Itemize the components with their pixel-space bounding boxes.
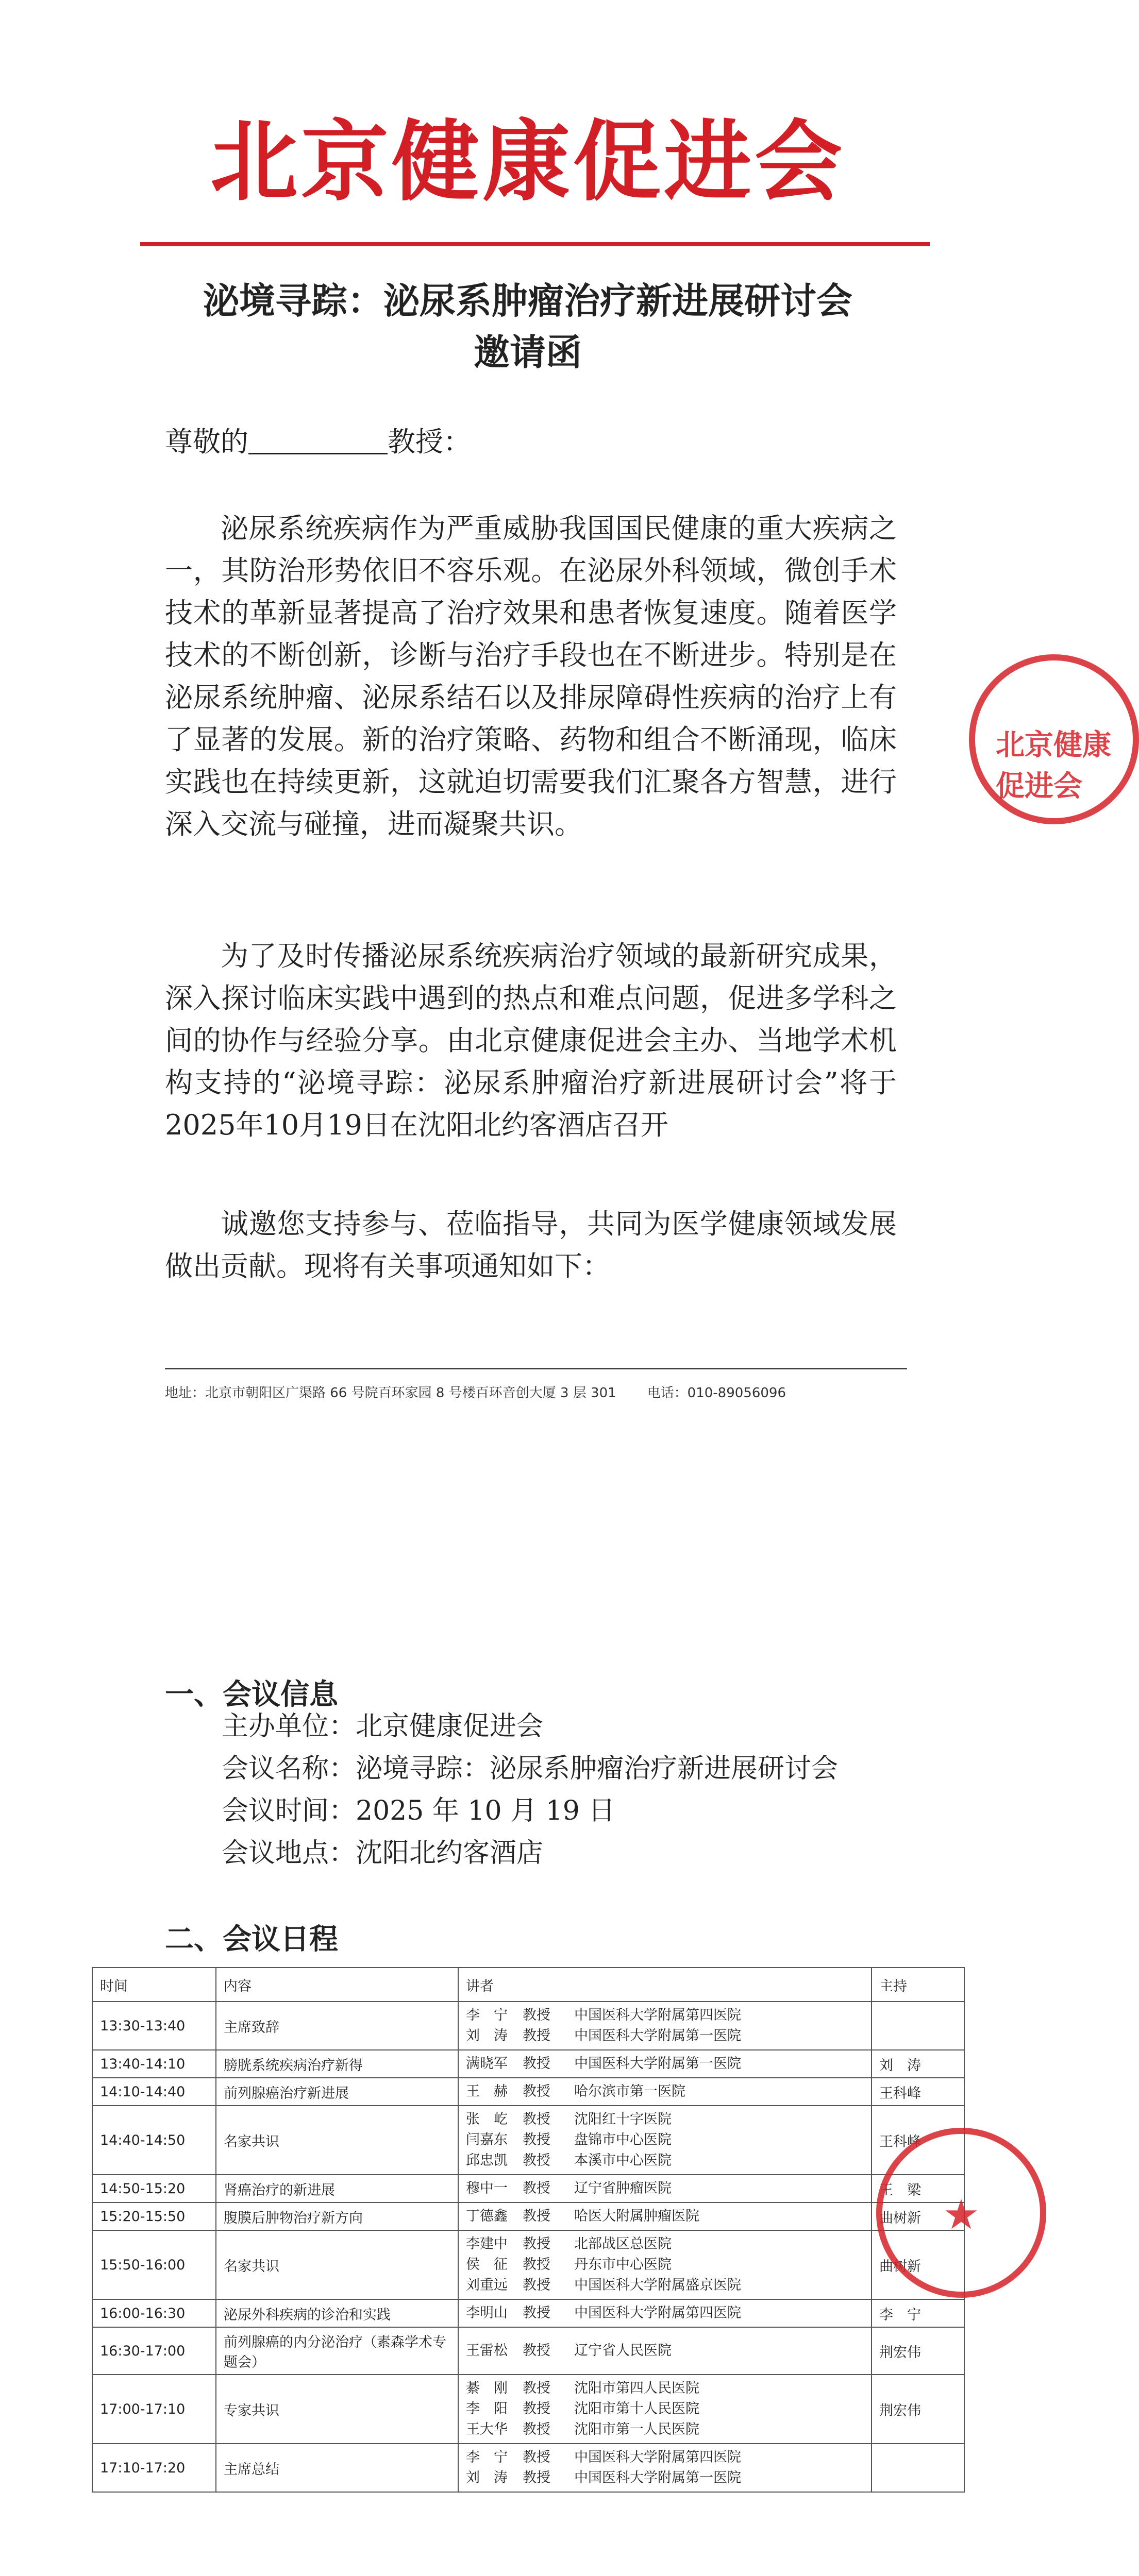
footer-address: 地址：北京市朝阳区广渠路 66 号院百环家园 8 号楼百环音创大厦 3 层 301 xyxy=(165,1385,616,1401)
speaker-line xyxy=(466,2206,864,2227)
speaker-line xyxy=(466,2130,864,2150)
agenda-topic: 前列腺癌的内分泌治疗（素森学术专题会） xyxy=(216,2327,458,2375)
agenda-row xyxy=(92,2444,964,2492)
speaker-institution: 中国医科大学附属盛京医院 xyxy=(574,2277,741,2293)
speaker-line xyxy=(466,2234,864,2255)
org-letterhead-title: 北京健康促进会 xyxy=(210,111,845,213)
agenda-speakers xyxy=(458,2299,872,2327)
speaker-name: 綦 刚 xyxy=(466,2380,508,2396)
agenda-host: 王 梁 xyxy=(872,2175,964,2202)
agenda-row xyxy=(92,2327,964,2375)
agenda-speakers xyxy=(458,2230,872,2299)
speaker-title: 教授 xyxy=(523,2007,550,2023)
speaker-institution: 中国医科大学附属第四医院 xyxy=(574,2449,741,2465)
speaker-title: 教授 xyxy=(523,2305,550,2321)
col-topic: 内容 xyxy=(216,1968,458,2002)
speaker-institution: 中国医科大学附属第四医院 xyxy=(574,2007,741,2023)
organization-seal-table xyxy=(876,2128,1046,2298)
speaker-name: 穆中一 xyxy=(466,2180,508,2196)
page-footer xyxy=(165,1382,907,1401)
agenda-time: 14:40-14:50 xyxy=(92,2106,216,2175)
speaker-line xyxy=(466,2005,864,2026)
speaker-line xyxy=(466,2109,864,2130)
salutation xyxy=(165,420,471,460)
agenda-topic: 肾癌治疗的新进展 xyxy=(216,2175,458,2202)
salutation-suffix: 教授： xyxy=(388,426,471,458)
speaker-name: 李明山 xyxy=(466,2305,508,2321)
speaker-title: 教授 xyxy=(523,2180,550,2196)
agenda-host xyxy=(872,2444,964,2492)
speaker-institution: 丹东市中心医院 xyxy=(574,2257,672,2273)
agenda-speakers xyxy=(458,2078,872,2106)
organization-seal-edge xyxy=(969,654,1139,824)
speaker-line xyxy=(466,2341,864,2361)
agenda-time: 16:00-16:30 xyxy=(92,2299,216,2327)
speaker-name: 闫嘉东 xyxy=(466,2132,508,2148)
meeting-name: 会议名称：泌境寻踪：泌尿系肿瘤治疗新进展研讨会 xyxy=(222,1753,839,1784)
speaker-institution: 沈阳市第十人民医院 xyxy=(574,2401,699,2417)
agenda-host xyxy=(872,2002,964,2050)
speaker-title: 教授 xyxy=(523,2236,550,2252)
speaker-title: 教授 xyxy=(523,2028,550,2044)
speaker-institution: 沈阳红十字医院 xyxy=(574,2111,672,2127)
speaker-name: 李 宁 xyxy=(466,2007,508,2023)
col-time: 时间 xyxy=(92,1968,216,2002)
agenda-host: 曲树新 xyxy=(872,2230,964,2299)
agenda-host: 曲树新 xyxy=(872,2202,964,2230)
invitation-paragraph: 诚邀您支持参与、莅临指导，共同为医学健康领域发展做出贡献。现将有关事项通知如下： xyxy=(165,1208,897,1282)
speaker-line xyxy=(466,2378,864,2399)
speaker-line xyxy=(466,2255,864,2275)
agenda-topic: 腹膜后肿物治疗新方向 xyxy=(216,2202,458,2230)
meeting-venue: 会议地点：沈阳北约客酒店 xyxy=(222,1838,544,1869)
speaker-title: 教授 xyxy=(523,2380,550,2396)
agenda-row xyxy=(92,2175,964,2202)
speaker-name: 李建中 xyxy=(466,2236,508,2252)
footer-divider xyxy=(165,1368,907,1369)
speaker-name: 王雷松 xyxy=(466,2343,508,2359)
agenda-host: 刘 涛 xyxy=(872,2050,964,2078)
agenda-topic: 名家共识 xyxy=(216,2106,458,2175)
agenda-row xyxy=(92,2230,964,2299)
speaker-institution: 中国医科大学附属第一医院 xyxy=(574,2470,741,2486)
speaker-name: 刘重远 xyxy=(466,2277,508,2293)
letterhead-divider xyxy=(140,242,930,246)
speaker-line xyxy=(466,2178,864,2199)
agenda-row xyxy=(92,2375,964,2444)
agenda-time: 17:00-17:10 xyxy=(92,2375,216,2444)
agenda-row xyxy=(92,2002,964,2050)
agenda-speakers xyxy=(458,2050,872,2078)
agenda-time: 17:10-17:20 xyxy=(92,2444,216,2492)
speaker-title: 教授 xyxy=(523,2056,550,2072)
agenda-host: 王科峰 xyxy=(872,2078,964,2106)
agenda-row xyxy=(92,2078,964,2106)
speaker-line xyxy=(466,2081,864,2102)
agenda-topic: 专家共识 xyxy=(216,2375,458,2444)
seal-edge-text: 北京健康促进会 xyxy=(996,728,1111,803)
agenda-speakers xyxy=(458,2175,872,2202)
agenda-topic: 前列腺癌治疗新进展 xyxy=(216,2078,458,2106)
speaker-line xyxy=(466,2026,864,2046)
document-type-title: 邀请函 xyxy=(474,331,582,374)
speaker-institution: 中国医科大学附属第四医院 xyxy=(574,2305,741,2321)
agenda-time: 13:30-13:40 xyxy=(92,2002,216,2050)
seal-star-icon: ★ xyxy=(943,2191,980,2239)
agenda-time: 15:20-15:50 xyxy=(92,2202,216,2230)
agenda-speakers xyxy=(458,2444,872,2492)
speaker-title: 教授 xyxy=(523,2277,550,2293)
agenda-time: 16:30-17:00 xyxy=(92,2327,216,2375)
agenda-header-row xyxy=(92,1968,964,2002)
speaker-title: 教授 xyxy=(523,2208,550,2224)
speaker-title: 教授 xyxy=(523,2132,550,2148)
speaker-institution: 哈医大附属肿瘤医院 xyxy=(574,2208,699,2224)
event-title: 泌境寻踪：泌尿系肿瘤治疗新进展研讨会 xyxy=(203,279,852,322)
agenda-speakers xyxy=(458,2106,872,2175)
agenda-time: 14:50-15:20 xyxy=(92,2175,216,2202)
speaker-title: 教授 xyxy=(523,2083,550,2099)
col-host: 主持 xyxy=(872,1968,964,2002)
speaker-institution: 辽宁省人民医院 xyxy=(574,2343,672,2359)
speaker-title: 教授 xyxy=(523,2111,550,2127)
agenda-row xyxy=(92,2106,964,2175)
agenda-time: 13:40-14:10 xyxy=(92,2050,216,2078)
purpose-paragraph: 为了及时传播泌尿系统疾病治疗领域的最新研究成果，深入探讨临床实践中遇到的热点和难点问题，促进多学科之间的协作与经验分享。由北京健康促进会主办、当地学术机构支持的“泌境寻踪：泌尿系肿瘤治疗新进展研讨会”将于2025年10月19日在沈阳北约客酒店召开 xyxy=(165,940,897,1141)
speaker-line xyxy=(466,2054,864,2074)
speaker-institution: 哈尔滨市第一医院 xyxy=(574,2083,685,2099)
agenda-speakers xyxy=(458,2202,872,2230)
speaker-title: 教授 xyxy=(523,2257,550,2273)
speaker-name: 刘 涛 xyxy=(466,2028,508,2044)
speaker-institution: 中国医科大学附属第一医院 xyxy=(574,2028,741,2044)
section-meeting-info-heading: 一、会议信息 xyxy=(165,1677,338,1711)
speaker-title: 教授 xyxy=(523,2343,550,2359)
section-agenda-heading: 二、会议日程 xyxy=(165,1922,338,1956)
speaker-title: 教授 xyxy=(523,2470,550,2486)
speaker-institution: 辽宁省肿瘤医院 xyxy=(574,2180,672,2196)
speaker-line xyxy=(466,2399,864,2419)
agenda-time: 14:10-14:40 xyxy=(92,2078,216,2106)
speaker-line xyxy=(466,2419,864,2440)
speaker-institution: 沈阳市第四人民医院 xyxy=(574,2380,699,2396)
speaker-name: 李 阳 xyxy=(466,2401,508,2417)
speaker-line xyxy=(466,2468,864,2488)
intro-paragraph: 泌尿系统疾病作为严重威胁我国国民健康的重大疾病之一，其防治形势依旧不容乐观。在泌尿外科领域，微创手术技术的革新显著提高了治疗效果和患者恢复速度。随着医学技术的不断创新，诊断与治疗手段也在不断进步。特别是在泌尿系统肿瘤、泌尿系结石以及排尿障碍性疾病的治疗上有了显著的发展。新的治疗策略、药物和组合不断涌现，临床实践也在持续更新，这就迫切需要我们汇聚各方智慧，进行深入交流与碰撞，进而凝聚共识。 xyxy=(165,512,897,840)
agenda-topic: 泌尿外科疾病的诊治和实践 xyxy=(216,2299,458,2327)
speaker-line xyxy=(466,2275,864,2296)
agenda-time: 15:50-16:00 xyxy=(92,2230,216,2299)
salutation-prefix: 尊敬的 xyxy=(165,426,248,458)
speaker-line xyxy=(466,2303,864,2324)
speaker-name: 满晓军 xyxy=(466,2056,508,2072)
agenda-row xyxy=(92,2299,964,2327)
speaker-name: 李 宁 xyxy=(466,2449,508,2465)
agenda-topic: 主席总结 xyxy=(216,2444,458,2492)
speaker-institution: 北部战区总医院 xyxy=(574,2236,672,2252)
footer-phone: 电话：010-89056096 xyxy=(647,1385,786,1401)
speaker-name: 王 赫 xyxy=(466,2083,508,2099)
agenda-topic: 膀胱系统疾病治疗新得 xyxy=(216,2050,458,2078)
agenda-speakers xyxy=(458,2002,872,2050)
speaker-institution: 沈阳市第一人民医院 xyxy=(574,2421,699,2437)
agenda-host: 王科峰 xyxy=(872,2106,964,2175)
speaker-line xyxy=(466,2447,864,2468)
agenda-host: 荆宏伟 xyxy=(872,2375,964,2444)
speaker-name: 侯 征 xyxy=(466,2257,508,2273)
speaker-name: 丁德鑫 xyxy=(466,2208,508,2224)
meeting-host: 主办单位：北京健康促进会 xyxy=(222,1711,544,1742)
agenda-speakers xyxy=(458,2327,872,2375)
speaker-institution: 中国医科大学附属第一医院 xyxy=(574,2056,741,2072)
agenda-topic: 名家共识 xyxy=(216,2230,458,2299)
speaker-title: 教授 xyxy=(523,2421,550,2437)
agenda-topic: 主席致辞 xyxy=(216,2002,458,2050)
speaker-title: 教授 xyxy=(523,2153,550,2168)
agenda-row xyxy=(92,2050,964,2078)
agenda-speakers xyxy=(458,2375,872,2444)
agenda-table xyxy=(92,1967,965,2493)
speaker-name: 王大华 xyxy=(466,2421,508,2437)
agenda-body xyxy=(92,2002,964,2492)
name-blank xyxy=(248,428,388,454)
speaker-institution: 本溪市中心医院 xyxy=(574,2153,672,2168)
speaker-title: 教授 xyxy=(523,2401,550,2417)
speaker-line xyxy=(466,2150,864,2171)
col-speaker: 讲者 xyxy=(458,1968,872,2002)
speaker-title: 教授 xyxy=(523,2449,550,2465)
agenda-host: 荆宏伟 xyxy=(872,2327,964,2375)
speaker-name: 张 屹 xyxy=(466,2111,508,2127)
speaker-name: 邱忠凯 xyxy=(466,2153,508,2168)
agenda-host: 李 宁 xyxy=(872,2299,964,2327)
agenda-row xyxy=(92,2202,964,2230)
speaker-name: 刘 涛 xyxy=(466,2470,508,2486)
meeting-time: 会议时间：2025 年 10 月 19 日 xyxy=(222,1795,615,1826)
speaker-institution: 盘锦市中心医院 xyxy=(574,2132,672,2148)
